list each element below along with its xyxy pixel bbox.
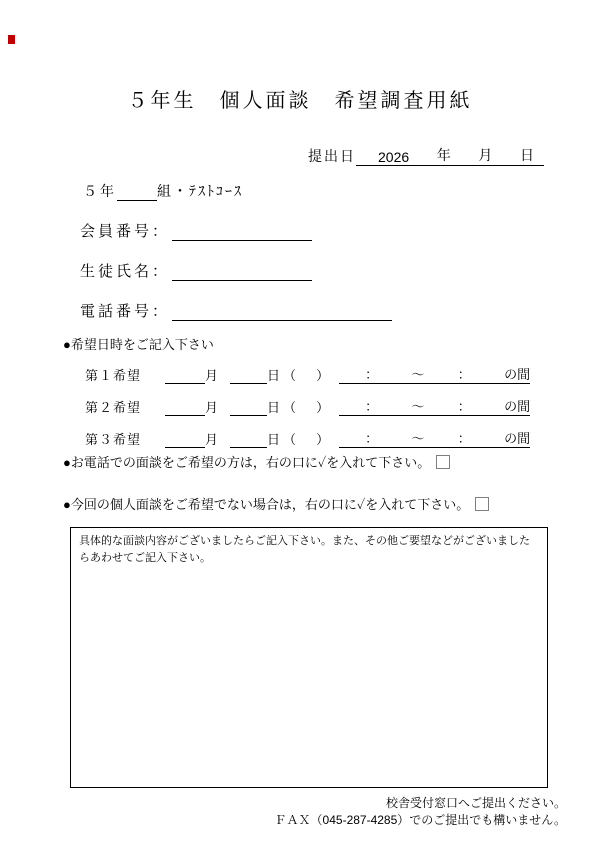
red-marker bbox=[8, 35, 15, 44]
time-colon: ： bbox=[457, 367, 471, 382]
phone-interview-checkbox[interactable] bbox=[436, 455, 450, 469]
submit-month-unit: 月 bbox=[478, 147, 493, 163]
weekday-paren-open: （ bbox=[283, 432, 297, 447]
preference-3-label: 第３希望 bbox=[85, 432, 142, 447]
student-name-fill-blank[interactable] bbox=[172, 264, 312, 281]
footer-note bbox=[275, 795, 566, 829]
preference-3-time-range[interactable] bbox=[339, 432, 530, 448]
member-number-label: 会員番号： bbox=[80, 223, 171, 240]
member-number-fill-blank[interactable] bbox=[172, 224, 312, 241]
month-unit: 月 bbox=[205, 368, 219, 383]
comment-box[interactable] bbox=[70, 527, 548, 788]
member-number-row bbox=[80, 220, 312, 241]
submit-year-value: 2026 bbox=[378, 149, 410, 165]
student-name-row bbox=[80, 260, 312, 281]
class-course-label: 組・ﾃｽﾄｺｰｽ bbox=[157, 183, 243, 199]
preference-1-month-blank[interactable] bbox=[165, 369, 205, 384]
submit-date-line[interactable] bbox=[356, 145, 544, 166]
phone-number-row bbox=[80, 300, 392, 321]
preference-1-time-range[interactable] bbox=[339, 368, 530, 384]
decline-interview-check-row bbox=[63, 494, 489, 513]
footer-fax-line: ＦＡＸ（045-287-4285）でのご提出でも構いません。 bbox=[274, 813, 566, 827]
preference-row-1 bbox=[85, 368, 530, 384]
time-colon: ： bbox=[365, 367, 379, 382]
class-fill-blank[interactable] bbox=[117, 186, 157, 201]
time-colon: ： bbox=[365, 431, 379, 446]
preference-row-2 bbox=[85, 400, 530, 416]
preference-1-day-blank[interactable] bbox=[230, 369, 267, 384]
schedule-section-heading: ●希望日時をご記入下さい bbox=[63, 337, 214, 352]
decline-interview-check-label: ●今回の個人面談をご希望でない場合は，右の口に✓を入れて下さい。 bbox=[63, 497, 470, 512]
preference-2-month-blank[interactable] bbox=[165, 401, 205, 416]
preference-3-month-blank[interactable] bbox=[165, 433, 205, 448]
day-unit: 日 bbox=[267, 368, 281, 383]
comment-box-instructions: 具体的な面談内容がございましたらご記入下さい。また、その他ご要望などがございましたらあわせてご記入下さい。 bbox=[79, 535, 530, 564]
preference-1-label: 第１希望 bbox=[85, 368, 142, 383]
time-colon: ： bbox=[365, 399, 379, 414]
time-tilde: ～ bbox=[411, 399, 425, 414]
weekday-paren-close: ） bbox=[316, 400, 330, 415]
preference-2-label: 第２希望 bbox=[85, 400, 142, 415]
time-range-suffix: の間 bbox=[504, 431, 531, 446]
day-unit: 日 bbox=[267, 400, 281, 415]
time-colon: ： bbox=[457, 431, 471, 446]
submit-date-label: 提出日 bbox=[308, 148, 356, 164]
time-colon: ： bbox=[457, 399, 471, 414]
weekday-paren-close: ） bbox=[316, 368, 330, 383]
phone-interview-check-row bbox=[63, 452, 450, 471]
preference-row-3 bbox=[85, 432, 530, 448]
time-range-suffix: の間 bbox=[504, 399, 531, 414]
preference-2-day-blank[interactable] bbox=[230, 401, 267, 416]
weekday-paren-open: （ bbox=[283, 368, 297, 383]
preference-3-day-blank[interactable] bbox=[230, 433, 267, 448]
submit-day-unit: 日 bbox=[519, 147, 534, 163]
time-tilde: ～ bbox=[411, 431, 425, 446]
grade-class-row bbox=[83, 181, 243, 201]
weekday-paren-close: ） bbox=[316, 432, 330, 447]
day-unit: 日 bbox=[267, 432, 281, 447]
footer-submit-line: 校舎受付窓口へご提出ください。 bbox=[385, 796, 566, 810]
page-title: ５年生 個人面談 希望調査用紙 bbox=[127, 90, 473, 112]
phone-interview-check-label: ●お電話での面談をご希望の方は，右の口に✓を入れて下さい。 bbox=[63, 455, 431, 470]
student-name-label: 生徒氏名： bbox=[80, 263, 171, 280]
submit-year-unit: 年 bbox=[436, 147, 451, 163]
submit-date-row bbox=[308, 145, 544, 166]
month-unit: 月 bbox=[205, 432, 219, 447]
phone-number-fill-blank[interactable] bbox=[172, 304, 392, 321]
time-tilde: ～ bbox=[411, 367, 425, 382]
month-unit: 月 bbox=[205, 400, 219, 415]
preference-2-time-range[interactable] bbox=[339, 400, 530, 416]
time-range-suffix: の間 bbox=[504, 367, 531, 382]
weekday-paren-open: （ bbox=[283, 400, 297, 415]
decline-interview-checkbox[interactable] bbox=[475, 497, 489, 511]
grade-label: ５年 bbox=[83, 183, 117, 199]
phone-number-label: 電話番号： bbox=[80, 303, 171, 320]
